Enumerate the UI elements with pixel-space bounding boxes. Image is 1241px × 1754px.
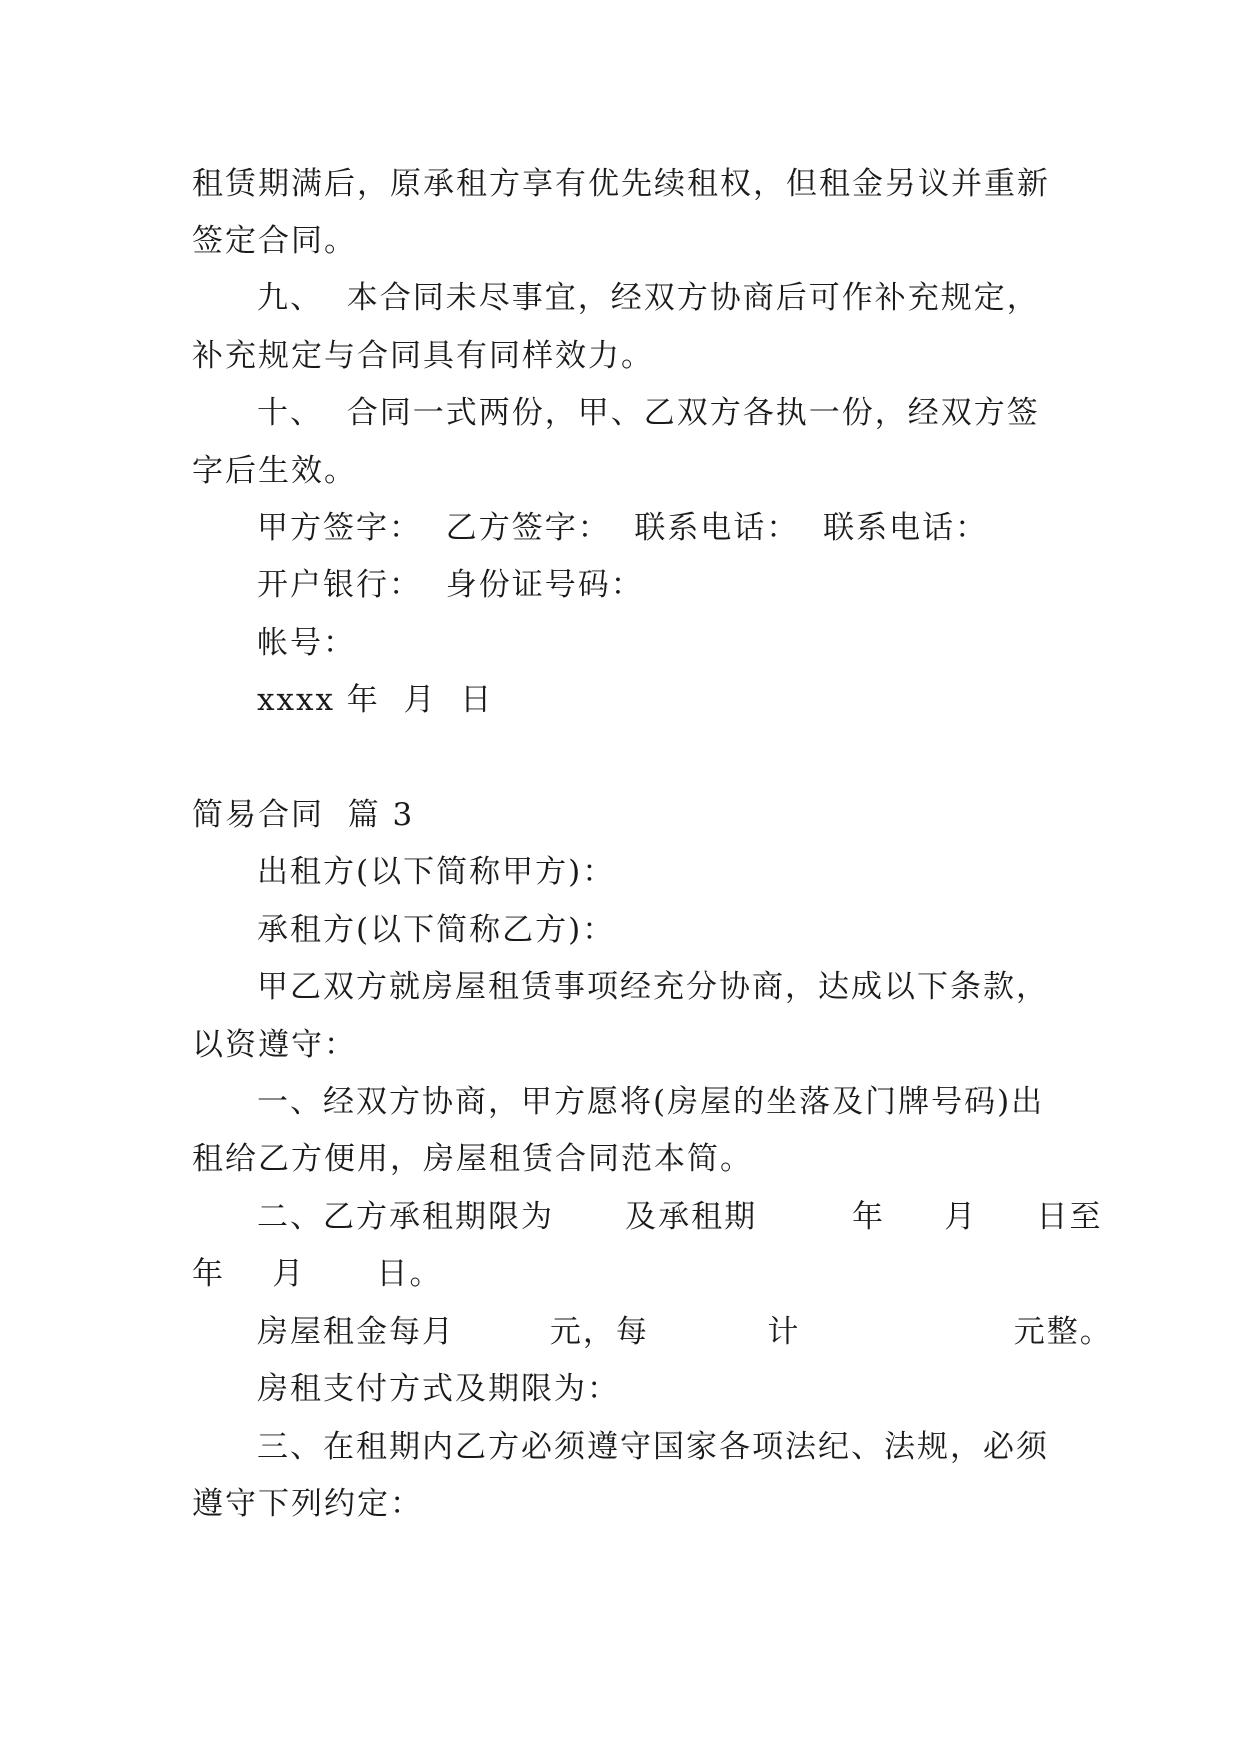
lessor-line: 出租方(以下简称甲方)： [257, 854, 616, 890]
clause-2-line-2: 年 月 日。 [192, 1256, 443, 1292]
account-line: 帐号： [257, 625, 356, 661]
clause-3-line-1: 三、在租期内乙方必须遵守国家各项法纪、法规，必须 [257, 1429, 1049, 1465]
intro-line-2: 以资遵守： [192, 1027, 357, 1063]
payment-line: 房租支付方式及期限为： [257, 1371, 620, 1407]
clause-2-line-1: 二、乙方承租期限为 及承租期 年 月 日至 [257, 1199, 1103, 1235]
clause-9-line-2: 补充规定与合同具有同样效力。 [192, 338, 654, 374]
signature-line: 甲方签字： 乙方签字： 联系电话： 联系电话： [257, 510, 989, 546]
clause-9-line-1: 九、 本合同未尽事宜，经双方协商后可作补充规定， [257, 280, 1040, 316]
section-heading: 简易合同 篇 3 [192, 797, 415, 833]
clause-10-line-1: 十、 合同一式两份，甲、乙双方各执一份，经双方签 [257, 395, 1040, 431]
lessee-line: 承租方(以下简称乙方)： [257, 912, 616, 948]
intro-line-1: 甲乙双方就房屋租赁事项经充分协商，达成以下条款， [257, 969, 1049, 1005]
bank-id-line: 开户银行： 身份证号码： [257, 567, 644, 603]
renewal-paragraph-line-2: 签定合同。 [192, 223, 357, 259]
clause-1-line-1: 一、经双方协商，甲方愿将(房屋的坐落及门牌号码)出 [257, 1084, 1045, 1120]
clause-10-line-2: 字后生效。 [192, 453, 357, 489]
date-line: xxxx 年 月 日 [257, 682, 494, 718]
clause-1-line-2: 租给乙方便用，房屋租赁合同范本简。 [192, 1141, 753, 1177]
clause-3-line-2: 遵守下列约定： [192, 1486, 423, 1522]
rent-line: 房屋租金每月 元，每 计 元整。 [257, 1314, 1113, 1350]
renewal-paragraph-line-1: 租赁期满后，原承租方享有优先续租权，但租金另议并重新 [192, 166, 1050, 202]
